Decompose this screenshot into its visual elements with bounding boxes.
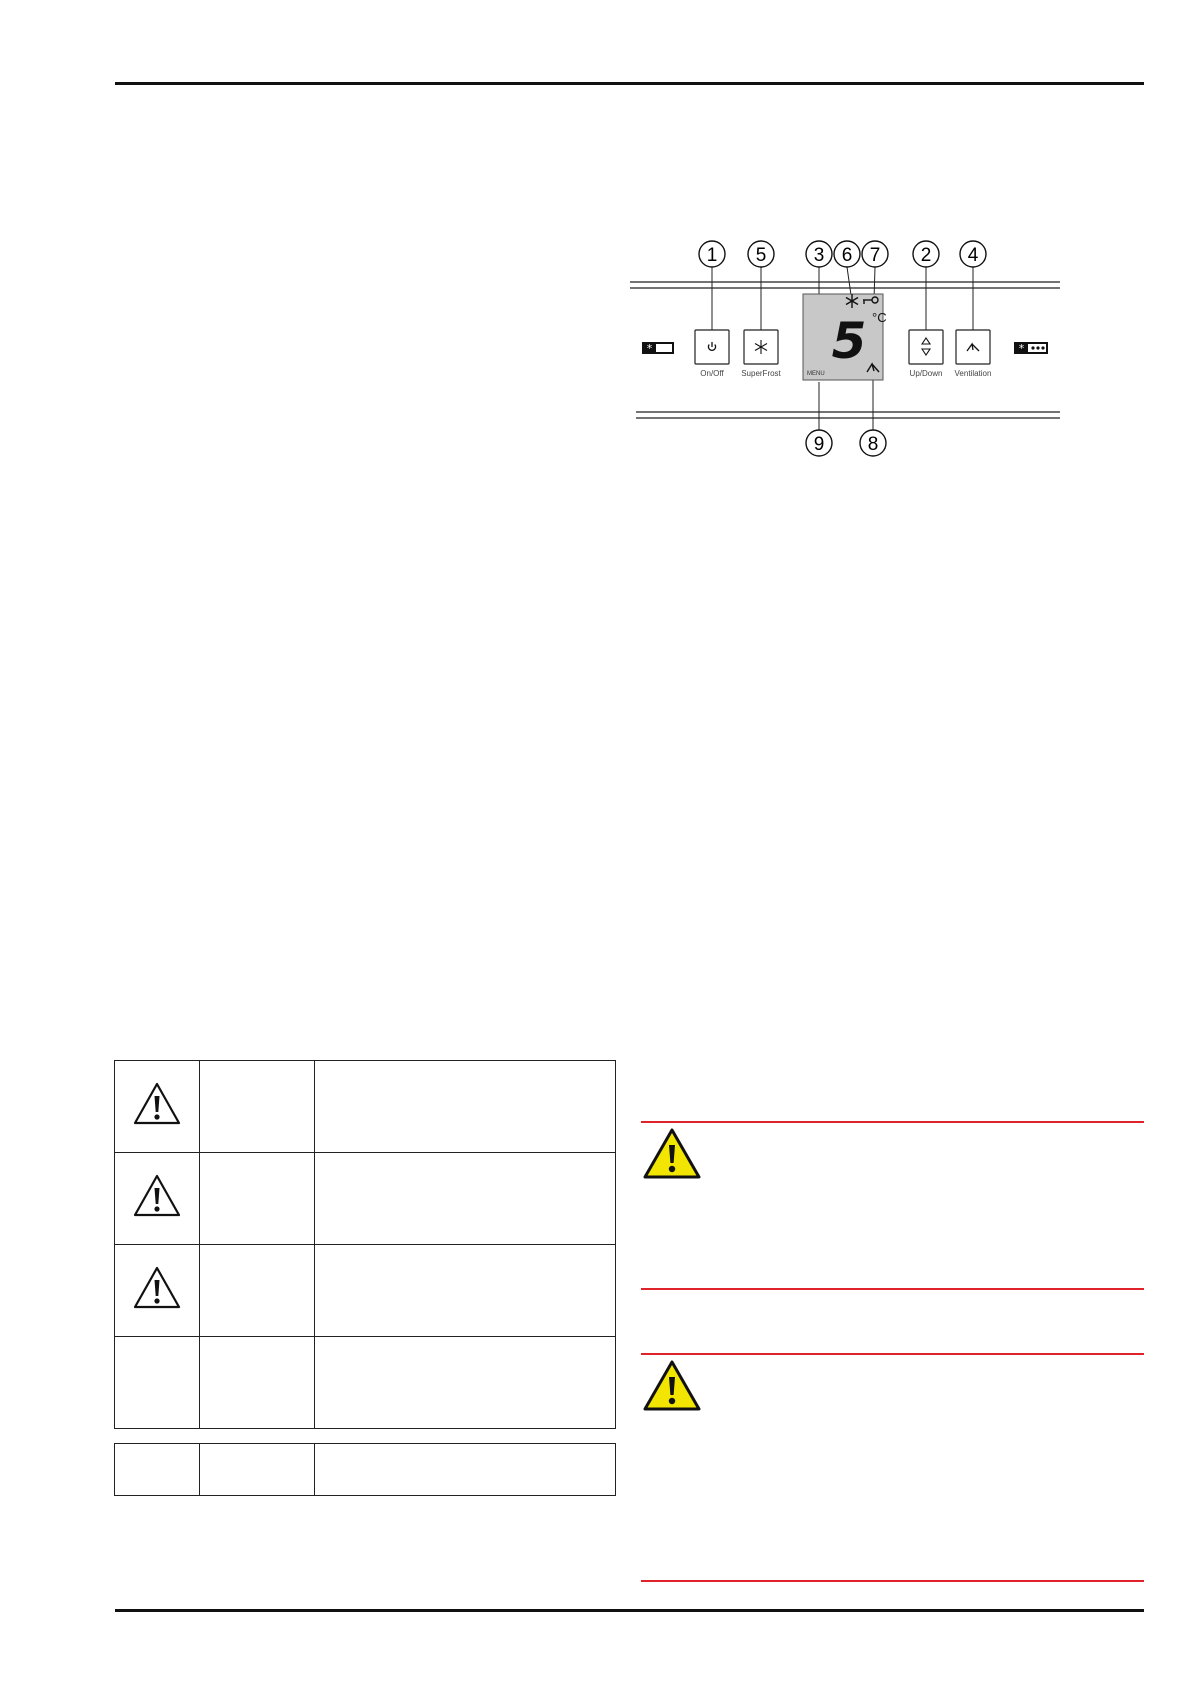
updown-button[interactable]: [909, 330, 943, 364]
updown-label: Up/Down: [909, 369, 943, 378]
control-panel-diagram: [620, 240, 1070, 460]
symbol-table-row: [115, 1444, 616, 1496]
onoff-button[interactable]: [695, 330, 729, 364]
symbol-cell: [115, 1153, 200, 1245]
display-digit: 5: [831, 312, 867, 370]
signal-word-cell: [200, 1245, 315, 1337]
symbol-table-row: [115, 1153, 616, 1245]
temperature-display: [803, 294, 887, 380]
callout-3: [806, 241, 832, 267]
warning-rule-bottom-2: [641, 1580, 1144, 1582]
svg-text:8: 8: [867, 434, 879, 455]
one-star-temperature-icon: [643, 342, 673, 355]
warning-rule-top-1: [641, 1121, 1144, 1123]
description-cell: [315, 1337, 616, 1429]
warning-rule-bottom-1: [641, 1288, 1144, 1290]
symbol-table-row: [115, 1061, 616, 1153]
svg-text:9: 9: [813, 434, 825, 455]
callout-6: [834, 241, 860, 267]
warning-rule-top-2: [641, 1353, 1144, 1355]
yellow-warning-sign-icon: [641, 1126, 703, 1182]
warning-triangle-icon: [131, 1264, 183, 1312]
signal-word-cell: [200, 1061, 315, 1153]
svg-text:7: 7: [869, 245, 881, 266]
svg-text:4: 4: [967, 245, 979, 266]
symbol-table-row: [115, 1245, 616, 1337]
display-menu-label: MENU: [807, 371, 825, 377]
symbol-cell: [115, 1245, 200, 1337]
ventilation-label: Ventilation: [954, 369, 992, 378]
svg-text:2: 2: [920, 245, 932, 266]
symbol-table-extra: [114, 1443, 616, 1496]
ventilation-button[interactable]: [956, 330, 990, 364]
svg-text:*: *: [1018, 342, 1025, 355]
description-cell: [315, 1153, 616, 1245]
callout-8: [860, 430, 886, 456]
onoff-label: On/Off: [700, 369, 724, 378]
svg-text:*: *: [646, 342, 653, 355]
header-rule: [115, 82, 1144, 85]
callout-4: [960, 241, 986, 267]
svg-text:5: 5: [755, 245, 767, 266]
superfrost-label: SuperFrost: [741, 369, 781, 378]
description-cell: [315, 1245, 616, 1337]
display-unit: °C: [872, 310, 887, 325]
warning-triangle-icon: [131, 1172, 183, 1220]
four-star-temperature-icon: [1015, 342, 1047, 355]
svg-text:1: 1: [706, 245, 718, 266]
signal-word-cell: [200, 1444, 315, 1496]
signal-word-cell: [200, 1337, 315, 1429]
callout-5: [748, 241, 774, 267]
callout-1: [699, 241, 725, 267]
footer-rule: [115, 1609, 1144, 1612]
description-cell: [315, 1444, 616, 1496]
symbol-table: [114, 1060, 616, 1429]
warning-triangle-icon: [131, 1080, 183, 1128]
yellow-warning-sign-icon: [641, 1358, 703, 1414]
svg-text:6: 6: [841, 245, 853, 266]
symbol-cell: [115, 1061, 200, 1153]
symbol-cell: [115, 1444, 200, 1496]
description-cell: [315, 1061, 616, 1153]
svg-text:3: 3: [813, 245, 825, 266]
symbol-cell: [115, 1337, 200, 1429]
callout-7: [862, 241, 888, 267]
callout-2: [913, 241, 939, 267]
symbol-table-row: [115, 1337, 616, 1429]
superfrost-button[interactable]: [744, 330, 778, 364]
signal-word-cell: [200, 1153, 315, 1245]
callout-9: [806, 430, 832, 456]
